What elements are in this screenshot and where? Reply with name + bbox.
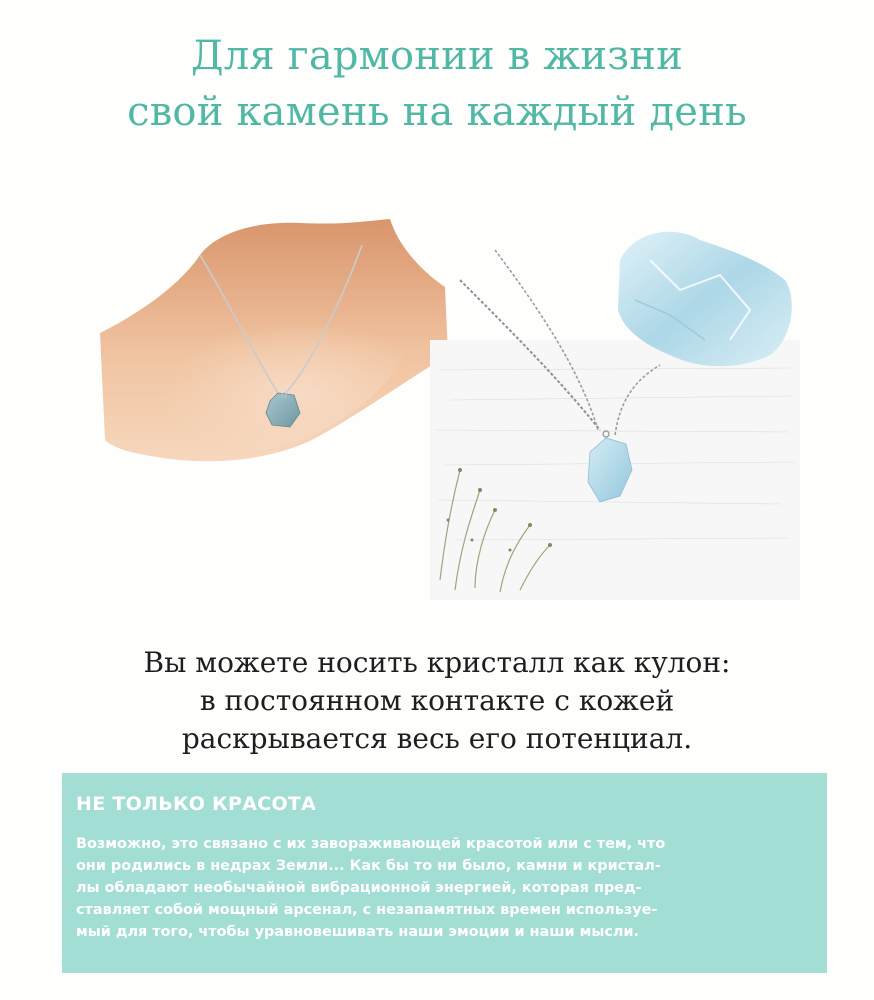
heading-line-1: Для гармонии в жизни	[190, 33, 683, 79]
crystal-necklace-photo	[420, 220, 805, 610]
info-box-text	[76, 833, 821, 943]
info-box-line: они родились в недрах Земли... Как бы то ни было, камни и кристал-	[76, 858, 661, 874]
info-box-line: мый для того, чтобы уравновешивать наши эмоции и наши мысли.	[76, 924, 639, 940]
info-box	[62, 773, 827, 973]
page-heading	[0, 28, 874, 140]
info-box-title: НЕ ТОЛЬКО КРАСОТА	[76, 793, 317, 815]
photo-caption	[0, 644, 874, 758]
caption-line-3: раскрывается весь его потенциал.	[181, 722, 693, 755]
caption-line-2: в постоянном контакте с кожей	[199, 684, 675, 717]
info-box-line: ставляет собой мощный арсенал, с незапамятных времен используе-	[76, 902, 658, 918]
neck-pendant-photo	[100, 215, 450, 470]
info-box-line: лы обладают необычайной вибрационной энергией, которая пред-	[76, 880, 642, 896]
caption-line-1: Вы можете носить кристалл как кулон:	[143, 646, 731, 679]
info-box-line: Возможно, это связано с их завораживающей красотой или с тем, что	[76, 836, 666, 852]
heading-line-2: свой камень на каждый день	[127, 89, 747, 135]
